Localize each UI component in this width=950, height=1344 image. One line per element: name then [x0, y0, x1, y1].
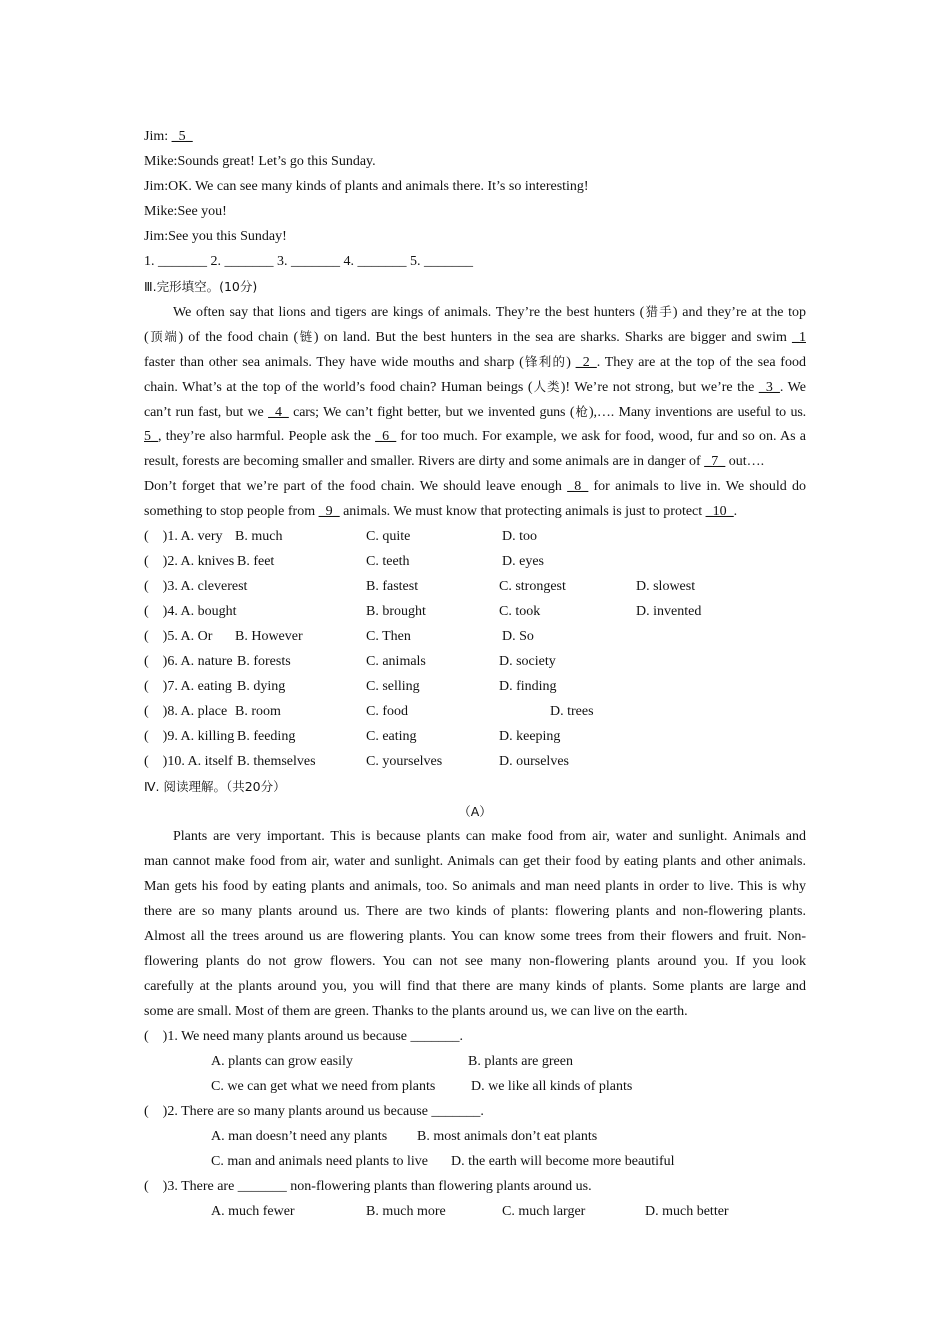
dialogue-line-1	[144, 124, 806, 149]
reading-q1-options-cd: C. we can get what we need from plants D. we like all kinds of plants	[211, 1079, 633, 1094]
reading-line-1: Plants are very important. This is because plants can make food from air, water and sunlight. Animals and	[173, 829, 806, 844]
reading-line-6: flowering plants do not grow flowers. You can not see many non-flowering plants around you. If you look	[144, 954, 806, 969]
reading-line-8: some are small. Most of them are green. Thanks to the plants around us, we can live on the earth.	[144, 1004, 688, 1019]
reading-line-3: Man gets his food by eating plants and animals, too. So animals and man need plants in order to live. This is why	[144, 879, 806, 894]
dialogue-line-4	[144, 199, 806, 224]
cloze-question-9: ( )9. A. killing B. feeding C. eating D. keeping	[144, 729, 561, 744]
blank-2: _2_	[575, 355, 597, 370]
cloze-question-2: ( )2. A. knives B. feet C. teeth D. eyes	[144, 554, 544, 569]
cloze-line-9: something to stop people from _9_ animals. We must know that protecting animals is just to protect _10_.	[144, 504, 738, 519]
blank-9: _9_	[318, 504, 340, 519]
speaker: Jim:	[144, 229, 169, 244]
blank-1: _1	[791, 330, 806, 345]
reading-line-5: Almost all the trees around us are flowering plants. You can know some trees from their flowers and fruit. Non-	[144, 929, 806, 944]
blank-8: _8_	[567, 479, 589, 494]
blank-5b: 5_	[144, 429, 158, 444]
cloze-line-4: chain. What’s at the top of the world’s food chain? Human beings (人类)! We’re not strong, but we’re the _3_. We	[144, 379, 806, 395]
cloze-line-7: result, forests are becoming smaller and smaller. Rivers are dirty and some animals are in danger of _7_ out….	[144, 454, 765, 469]
blank-6: _6_	[375, 429, 397, 444]
dialogue-line-3	[144, 174, 806, 199]
blank-7: _7_	[704, 454, 726, 469]
reading-line-7: carefully at the plants around you, you will find that there are many kinds of plants. Some plants are large and	[144, 979, 806, 994]
cloze-question-6: ( )6. A. nature B. forests C. animals D. society	[144, 654, 556, 669]
dialogue-text: Sounds great! Let’s go this Sunday.	[177, 154, 376, 169]
speaker: Jim:	[144, 179, 169, 194]
cloze-line-1: We often say that lions and tigers are kings of animals. They’re the best hunters (猎手) and they’re at the top	[173, 304, 806, 320]
cloze-line-2: (顶端) of the food chain (链) on land. But the best hunters in the sea are sharks. Sharks are bigger and swim _1	[144, 329, 806, 345]
cloze-line-5: can’t run fast, but we _4_ cars; We can’t fight better, but we invented guns (枪),…. Many inventions are useful to us.	[144, 404, 806, 420]
reading-line-2: man cannot make food from air, water and sunlight. Animals can get their food by eating plants and other animals.	[144, 854, 806, 869]
reading-line-4: there are so many plants around us. There are two kinds of plants: flowering plants and non-flowering plants.	[144, 904, 806, 919]
worksheet-page	[144, 124, 806, 1224]
dialogue-text: See you this Sunday!	[168, 229, 287, 244]
dialogue-text: See you!	[177, 204, 227, 219]
blank-5: _5_	[171, 129, 193, 144]
speaker: Mike:	[144, 154, 178, 169]
dialogue-text: OK. We can see many kinds of plants and animals there. It’s so interesting!	[168, 179, 589, 194]
speaker: Jim:	[144, 129, 169, 144]
reading-q2-options-ab: A. man doesn’t need any plants B. most animals don’t eat plants	[211, 1129, 598, 1144]
cloze-question-3: ( )3. A. cleverest B. fastest C. strongest D. slowest	[144, 579, 696, 594]
answer-line: 1. _______ 2. _______ 3. _______ 4. _______ 5. _______	[144, 254, 473, 269]
dialogue-line-2	[144, 149, 806, 174]
cloze-question-4: ( )4. A. bought B. brought C. took D. invented	[144, 604, 702, 619]
reading-q1-options-ab: A. plants can grow easily B. plants are green	[211, 1054, 573, 1069]
blank-3: _3_	[758, 380, 780, 395]
part-a-label: （A）	[458, 804, 492, 819]
cloze-question-8: ( )8. A. place B. room C. food D. trees	[144, 704, 594, 719]
blank-10: _10_	[705, 504, 734, 519]
blank-4: _4_	[268, 405, 289, 420]
cloze-line-6: 5_, they’re also harmful. People ask the _6_ for too much. For example, we ask for food, wood, fur and so on. As a	[144, 429, 806, 444]
reading-question-1: ( )1. We need many plants around us because _______.	[144, 1029, 463, 1044]
section3-title: Ⅲ.完形填空。(10分)	[144, 279, 258, 294]
cloze-question-1: ( )1. A. very B. much C. quite D. too	[144, 529, 537, 544]
speaker: Mike:	[144, 204, 178, 219]
cloze-line-8: Don’t forget that we’re part of the food chain. We should leave enough _8_ for animals to live in. We should do	[144, 479, 806, 494]
dialogue-line-5	[144, 224, 806, 249]
reading-q3-options: A. much fewer B. much more C. much larger D. much better	[211, 1204, 729, 1219]
reading-question-2: ( )2. There are so many plants around us because _______.	[144, 1104, 484, 1119]
section4-title: Ⅳ. 阅读理解。（共20分）	[144, 779, 286, 794]
reading-q2-options-cd: C. man and animals need plants to live D. the earth will become more beautiful	[211, 1154, 675, 1169]
cloze-line-3: faster than other sea animals. They have wide mouths and sharp (锋利的) _2_. They are at the top of the sea food	[144, 354, 806, 370]
reading-question-3: ( )3. There are _______ non-flowering plants than flowering plants around us.	[144, 1179, 592, 1194]
cloze-question-5: ( )5. A. Or B. However C. Then D. So	[144, 629, 534, 644]
cloze-question-7: ( )7. A. eating B. dying C. selling D. finding	[144, 679, 557, 694]
cloze-question-10: ( )10. A. itself B. themselves C. yourselves D. ourselves	[144, 754, 569, 769]
